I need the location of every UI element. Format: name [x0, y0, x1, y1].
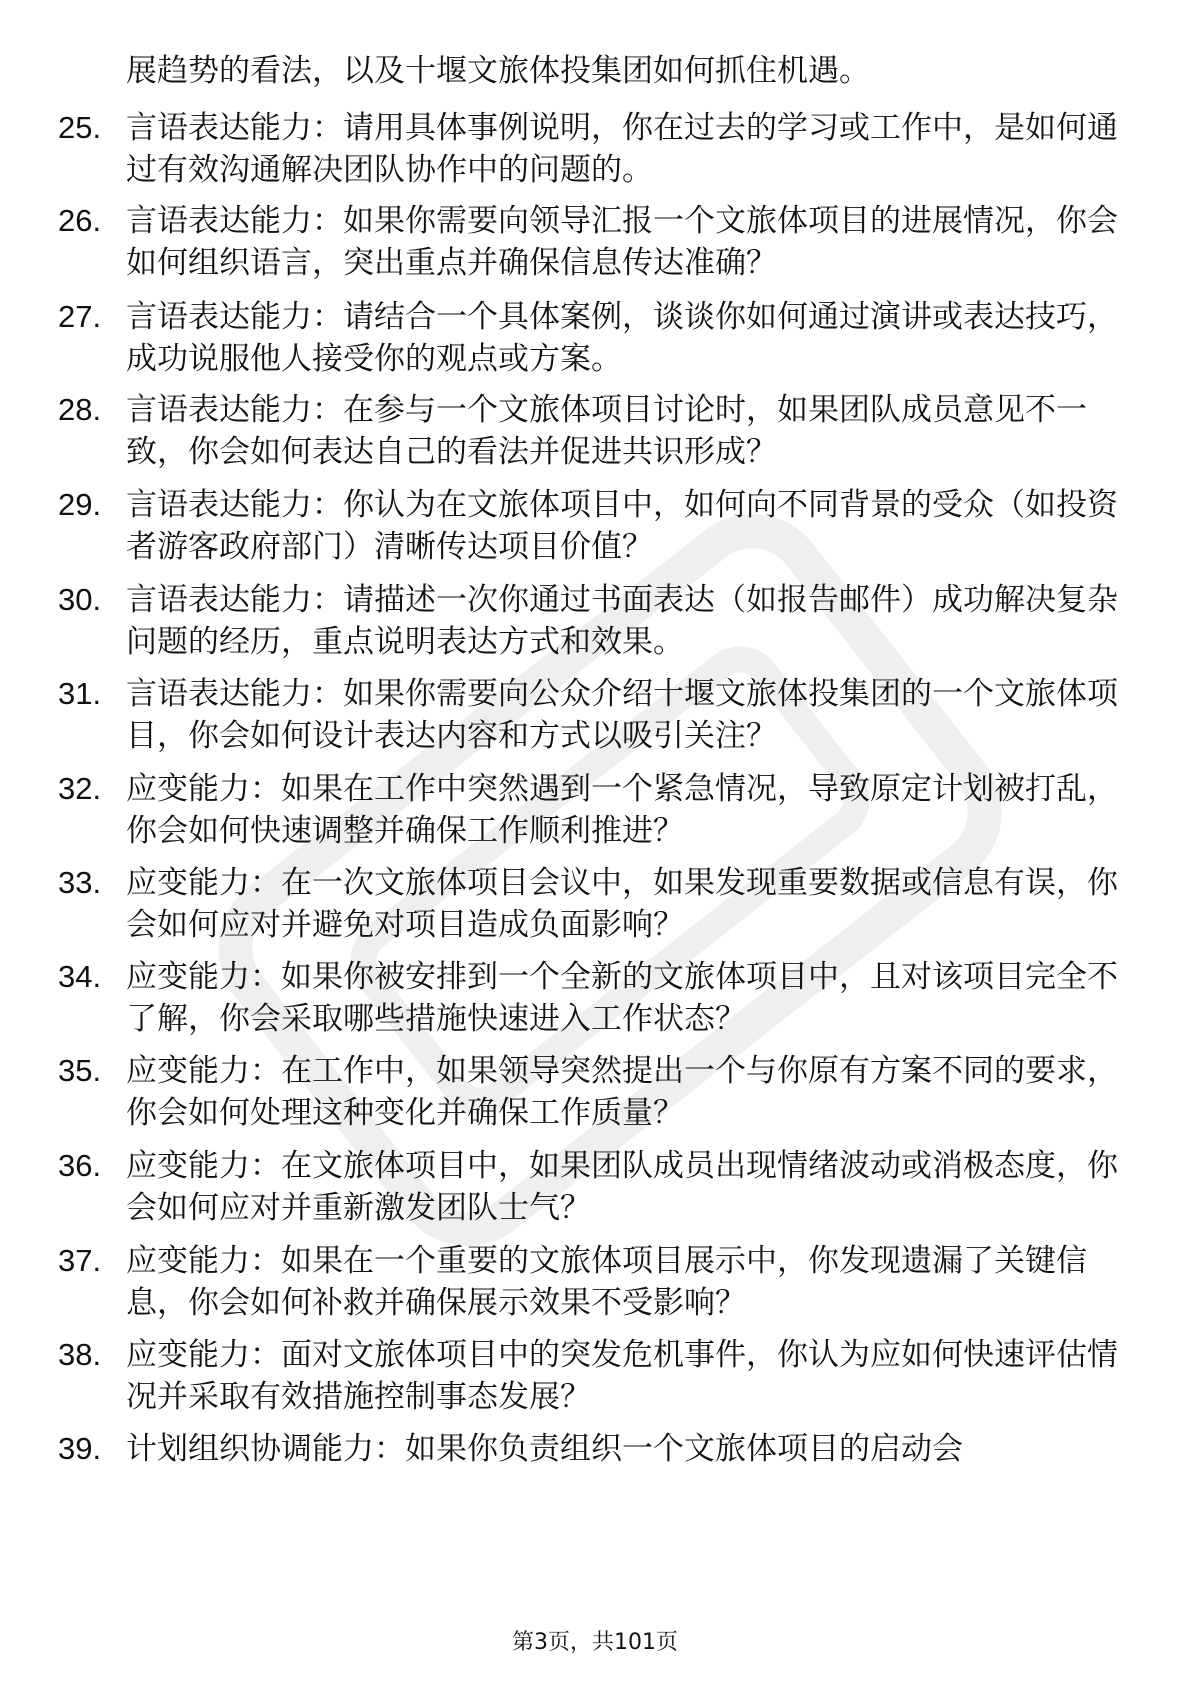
question-item	[58, 296, 1138, 380]
question-number: 35.	[58, 1053, 102, 1088]
question-number: 34.	[58, 959, 102, 994]
question-text: 言语表达能力：请描述一次你通过书面表达（如报告邮件）成功解决复杂问题的经历，重点说明表达方式和效果。	[126, 582, 1118, 660]
question-text: 言语表达能力：请用具体事例说明，你在过去的学习或工作中，是如何通过有效沟通解决团队协作中的问题的。	[126, 110, 1118, 188]
question-number: 27.	[58, 299, 102, 334]
question-text: 计划组织协调能力：如果你负责组织一个文旅体项目的启动会	[126, 1431, 963, 1467]
question-number: 29.	[58, 487, 102, 522]
question-number: 25.	[58, 110, 102, 145]
question-item	[58, 1240, 1138, 1324]
question-number: 36.	[58, 1148, 102, 1183]
question-item	[58, 1334, 1138, 1418]
question-text: 应变能力：在工作中，如果领导突然提出一个与你原有方案不同的要求，你会如何处理这种变化并确保工作质量？	[126, 1053, 1118, 1131]
question-item	[58, 1145, 1138, 1229]
question-text: 应变能力：在一次文旅体项目会议中，如果发现重要数据或信息有误，你会如何应对并避免对项目造成负面影响？	[126, 865, 1118, 943]
continuation-text: 展趋势的看法，以及十堰文旅体投集团如何抓住机遇。	[126, 53, 870, 89]
question-text: 应变能力：面对文旅体项目中的突发危机事件，你认为应如何快速评估情况并采取有效措施控制事态发展？	[126, 1337, 1118, 1415]
question-text: 言语表达能力：在参与一个文旅体项目讨论时，如果团队成员意见不一致，你会如何表达自己的看法并促进共识形成？	[126, 392, 1087, 470]
question-item	[58, 107, 1138, 191]
question-text: 应变能力：在文旅体项目中，如果团队成员出现情绪波动或消极态度，你会如何应对并重新激发团队士气？	[126, 1148, 1118, 1226]
question-text: 应变能力：如果在工作中突然遇到一个紧急情况，导致原定计划被打乱，你会如何快速调整并确保工作顺利推进？	[126, 771, 1118, 849]
question-number: 30.	[58, 582, 102, 617]
question-text: 言语表达能力：如果你需要向领导汇报一个文旅体项目的进展情况，你会如何组织语言，突出重点并确保信息传达准确？	[126, 203, 1118, 281]
question-number: 38.	[58, 1337, 102, 1372]
question-number: 32.	[58, 771, 102, 806]
question-text: 应变能力：如果在一个重要的文旅体项目展示中，你发现遗漏了关键信息，你会如何补救并确保展示效果不受影响？	[126, 1243, 1087, 1321]
page-number-footer: 第3页，共101页	[512, 1630, 678, 1655]
question-number: 28.	[58, 392, 102, 427]
question-text: 言语表达能力：如果你需要向公众介绍十堰文旅体投集团的一个文旅体项目，你会如何设计表达内容和方式以吸引关注？	[126, 676, 1118, 754]
question-number: 37.	[58, 1243, 102, 1278]
question-item	[58, 956, 1138, 1040]
question-text: 言语表达能力：你认为在文旅体项目中，如何向不同背景的受众（如投资者游客政府部门）清晰传达项目价值？	[126, 487, 1118, 565]
question-number: 26.	[58, 203, 102, 238]
question-item	[58, 1428, 1138, 1470]
question-item	[58, 389, 1138, 473]
question-item	[58, 862, 1138, 946]
question-number: 39.	[58, 1431, 102, 1466]
question-item	[58, 673, 1138, 757]
question-number: 31.	[58, 676, 102, 711]
question-text: 应变能力：如果你被安排到一个全新的文旅体项目中，且对该项目完全不了解，你会采取哪些措施快速进入工作状态？	[126, 959, 1118, 1037]
question-item	[58, 579, 1138, 663]
question-item	[58, 1050, 1138, 1134]
question-text: 言语表达能力：请结合一个具体案例，谈谈你如何通过演讲或表达技巧，成功说服他人接受你的观点或方案。	[126, 299, 1118, 377]
question-item	[58, 768, 1138, 852]
question-number: 33.	[58, 865, 102, 900]
question-item	[58, 200, 1138, 284]
question-item	[58, 484, 1138, 568]
